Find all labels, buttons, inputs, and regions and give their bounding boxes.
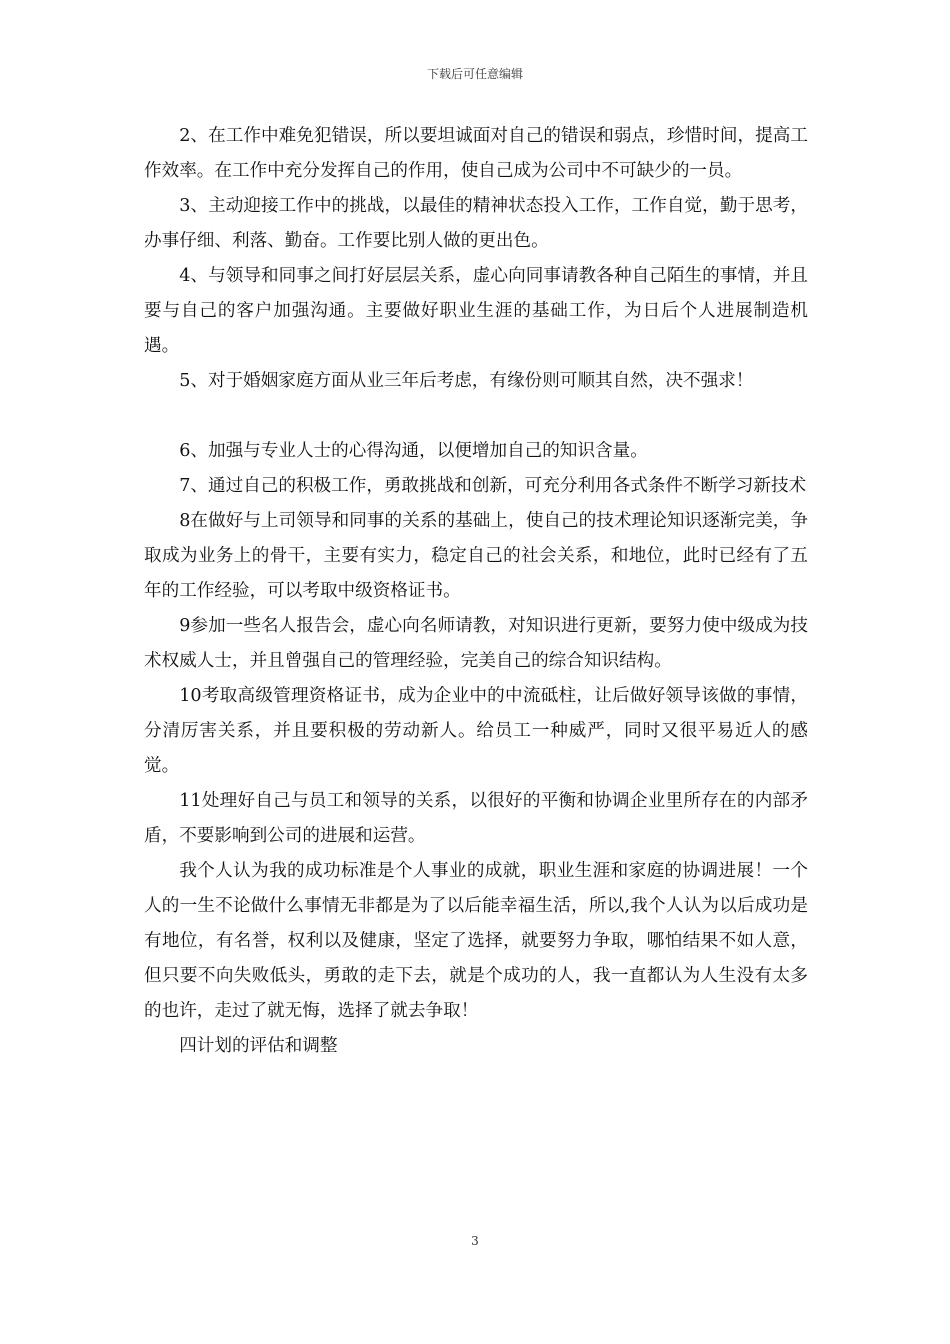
paragraph-item-5: 5、对于婚姻家庭方面从业三年后考虑，有缘份则可顺其自然，决不强求！ [179,371,754,391]
paragraph-success-standard: 我个人认为我的成功标准是个人事业的成就，职业生涯和家庭的协调进展！一个人的一生不论做什么事情无非都是为了以后能幸福生活，所以,我个人认为以后成功是有地位，有名誉，权利以及健康，坚定了选择，就要努力争取，哪怕结果不如人意，但只要不向失败低头，勇敢的走下去，就是个成功的人，我一直都认为人生没有太多的也许，走过了就无悔，选择了就去争取！ [144,861,808,1021]
paragraph-item-4: 4、与领导和同事之间打好层层关系，虚心向同事请教各种自己陌生的事情，并且要与自己的客户加强沟通。主要做好职业生涯的基础工作，为日后个人进展制造机遇。 [144,266,808,356]
paragraph-item-11: 11处理好自己与员工和领导的关系，以很好的平衡和协调企业里所存在的内部矛盾，不要影响到公司的进展和运营。 [144,791,808,846]
paragraph-item-3: 3、主动迎接工作中的挑战，以最佳的精神状态投入工作，工作自觉，勤于思考，办事仔细、利落、勤奋。工作要比别人做的更出色。 [144,196,808,251]
section-heading: 四计划的评估和调整 [179,1036,338,1056]
page-header: 下载后可任意编辑 [426,67,523,81]
paragraph-item-6: 6、加强与专业人士的心得沟通，以便增加自己的知识含量。 [179,441,648,461]
paragraph-item-9: 9参加一些名人报告会，虚心向名师请教，对知识进行更新，要努力使中级成为技术权威人士，并且曾强自己的管理经验，完美自己的综合知识结构。 [144,616,808,671]
paragraph-item-8: 8在做好与上司领导和同事的关系的基础上，使自己的技术理论知识逐渐完美，争取成为业务上的骨干，主要有实力，稳定自己的社会关系，和地位，此时已经有了五年的工作经验，可以考取中级资格证书。 [144,511,808,601]
document-body [144,119,808,1064]
paragraph-item-10: 10考取高级管理资格证书，成为企业中的中流砥柱，让后做好领导该做的事情，分清厉害关系，并且要积极的劳动新人。给员工一种威严，同时又很平易近人的感觉。 [144,686,808,776]
paragraph-gap [144,399,808,434]
page-number: 3 [471,1234,479,1248]
paragraph-item-2: 2、在工作中难免犯错误，所以要坦诚面对自己的错误和弱点，珍惜时间，提高工作效率。在工作中充分发挥自己的作用，使自己成为公司中不可缺少的一员。 [144,126,808,181]
paragraph-item-7: 7、通过自己的积极工作，勇敢挑战和创新，可充分利用各式条件不断学习新技术 [179,476,807,496]
